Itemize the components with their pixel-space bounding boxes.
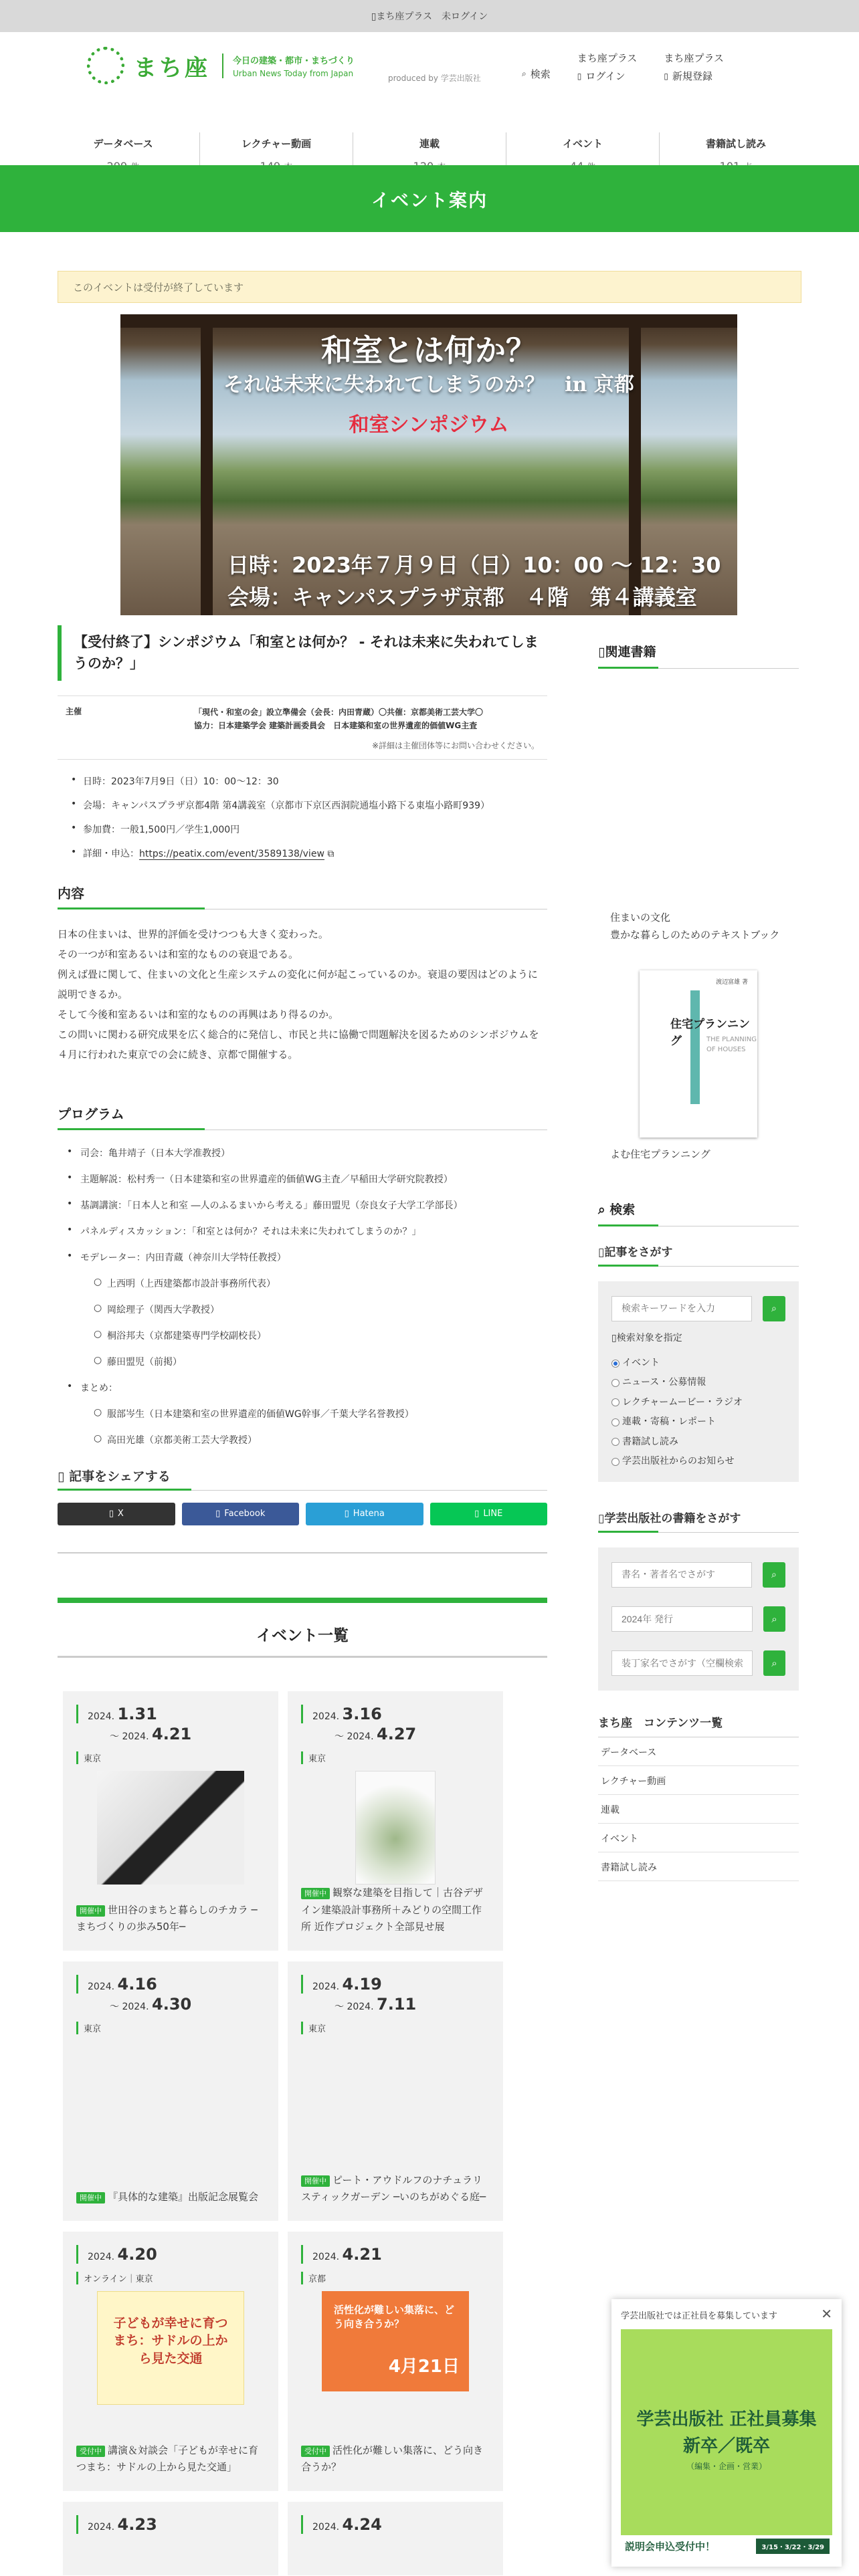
nav-search-label: 検索 <box>530 68 551 80</box>
detail-label: 詳細・申込： <box>83 848 139 859</box>
panelist: ○ 桐浴邦夫（京都建築専門学校副校長） <box>94 1329 547 1342</box>
share-line-button[interactable] <box>430 1503 548 1525</box>
card-year: 2024. <box>312 1711 340 1722</box>
program-item: • 基調講演：「日本人と和室 ―人のふるまいから考える」藤田盟児（奈良女子大学工学部長） <box>67 1198 547 1212</box>
register-icon: ▯ <box>664 71 668 81</box>
card-title-text: 活性化が難しい集落に、どう向き合うか？ <box>301 2444 484 2474</box>
contents-heading: まち座 コンテンツ一覧 <box>598 1713 799 1737</box>
content-line: そして今後和室あるいは和室的なものの再興はあり得るのか。 <box>58 1008 339 1021</box>
search-target-toggle[interactable] <box>611 1331 785 1344</box>
search-icon: ⌕ <box>598 1202 605 1217</box>
content-line: この問いに関わる研究成果を広く総合的に発信し、市民と共に協働で問題解決を図るためのシンポジウムを４月に行われた東京での会に続き、京都で開催する。 <box>58 1028 539 1061</box>
card-year: 2024. <box>88 2521 115 2533</box>
login-status-bar <box>0 0 859 32</box>
card-day: 4.20 <box>117 2244 157 2264</box>
book-cover-english: THE PLANNING OF HOUSES <box>706 1036 757 1053</box>
card-day: 4.19 <box>342 1974 382 1994</box>
card-title <box>301 1885 490 1936</box>
card-end-date: ～ 2024. 4.21 <box>110 1724 192 1743</box>
card-title <box>301 2172 490 2206</box>
book-icon: ▯ <box>598 1512 605 1526</box>
radio-off-icon <box>611 1398 619 1406</box>
logo-name: まち座 <box>134 54 210 82</box>
hero-beam <box>120 314 737 328</box>
summary-person: ○ 高田光雄（京都美術工芸大学教授） <box>94 1433 547 1446</box>
event-fee: • 参加費：一般1,500円／学生1,000円 <box>71 823 547 836</box>
thumbnail-text: 子どもが幸せに育つまち：サドルの上から見た交通 <box>113 2315 228 2366</box>
organizer-line2: 協力：日本建築学会 建築計画委員会 日本建築和室の世界遺産的価値WG主査 <box>194 721 478 731</box>
card-day: 3.16 <box>342 1704 382 1723</box>
search-target-options <box>611 1354 785 1471</box>
related-book-1-title: 住まいの文化 豊かな暮らしのためのテキストブック <box>610 911 780 941</box>
status-badge: 受付中 <box>76 2446 105 2457</box>
card-title <box>76 1902 265 1936</box>
card-year: 2024. <box>347 1731 374 1742</box>
nav-search[interactable] <box>522 67 551 81</box>
card-day: 4.27 <box>377 1724 417 1743</box>
card-year: 2024. <box>122 2001 149 2012</box>
contents-link[interactable]: レクチャー動画 <box>598 1766 799 1795</box>
closed-notice <box>58 271 801 303</box>
card-title-text: ピート・アウドルフのナチュラリスティックガーデン ─いのちがめぐる庭─ <box>301 2173 486 2204</box>
search-submit-button[interactable] <box>763 1296 785 1321</box>
card-start-date <box>76 2515 265 2534</box>
book-cover-author: 渡辺富雄 著 <box>716 979 748 986</box>
program-moderator: モデレーター：内田青蔵（神奈川大学特任教授） <box>80 1252 286 1263</box>
program-item: • 司会：亀井靖子（日本大学准教授） <box>67 1146 547 1160</box>
radio-label: 学芸出版社からのお知らせ <box>622 1455 735 1467</box>
card-location: 東京 <box>301 1751 490 1764</box>
search-heading-text: 検索 <box>609 1202 636 1217</box>
program-item: • パネルディスカッション：「和室とは何か？それは未来に失われてしまうのか？」 <box>67 1224 547 1238</box>
organizer-note: ※詳細は主催団体等にお問い合わせください。 <box>371 740 539 750</box>
card-start-date <box>76 1975 265 1994</box>
radio-off-icon <box>611 1379 619 1387</box>
radio-label: イベント <box>622 1358 660 1368</box>
hero-line2: それは未来に失われてしまうのか？ in 京都 <box>223 373 634 397</box>
card-title <box>301 2442 490 2476</box>
card-end-date: ～ 2024. 4.30 <box>110 1994 192 2014</box>
card-year: 2024. <box>88 1711 115 1722</box>
banner-line3: （編集・企画・営業） <box>686 2462 767 2471</box>
card-title-text: 観察な建築を目指して｜古谷デザイン建築設計事務所＋みどりの空間工作所 近作プロジェクト全部見せ展 <box>301 1887 484 1933</box>
doc-icon: ▯ <box>598 1246 605 1259</box>
radio-label: ニュース・公募情報 <box>622 1377 706 1388</box>
event-card[interactable] <box>63 1961 278 2221</box>
share-label: Hatena <box>353 1509 385 1519</box>
hero-line5: 会場：キャンパスプラザ京都 ４階 第４講義室 <box>227 584 697 610</box>
contents-link[interactable]: 連載 <box>598 1795 799 1824</box>
site-header <box>0 32 859 150</box>
card-start-date <box>301 1975 490 1994</box>
x-icon: ▯ <box>108 1509 114 1519</box>
nav-plus-label-1: まち座プラス <box>577 52 638 64</box>
content-line: 日本の住まいは、世界的評価を受けつつも大きく変わった。 <box>58 928 328 940</box>
card-thumbnail <box>355 1771 436 1885</box>
card-start-date <box>301 1705 490 1723</box>
article-search-heading-text: 記事をさがす <box>604 1246 673 1259</box>
event-venue: • 会場：キャンパスプラザ京都4階 第4講義室（京都市下京区西洞院通塩小路下る東塩小路町939） <box>71 798 547 812</box>
page-title-band <box>0 165 859 232</box>
search-icon: ⌕ <box>771 1570 777 1581</box>
card-start-date <box>76 1705 265 1723</box>
book-search-heading-text: 学芸出版社の書籍をさがす <box>604 1512 741 1526</box>
card-thumbnail <box>97 1771 244 1885</box>
card-year: 2024. <box>122 1731 149 1742</box>
card-day: 4.23 <box>117 2514 157 2534</box>
contents-link[interactable]: 書籍試し読み <box>598 1852 799 1881</box>
event-card[interactable] <box>288 1961 503 2221</box>
share-icon: ▯ <box>58 1469 65 1484</box>
radio-event[interactable] <box>611 1354 785 1373</box>
radio-off-icon <box>611 1438 619 1446</box>
close-icon[interactable]: ✕ <box>821 2306 832 2322</box>
divider <box>58 1552 547 1553</box>
search-icon: ⌕ <box>771 1657 777 1670</box>
hero-line3: 和室シンポジウム <box>349 413 509 437</box>
recruit-popup <box>611 2299 842 2567</box>
program-summary: まとめ： <box>80 1382 118 1394</box>
radio-news[interactable] <box>611 1373 785 1392</box>
nav-register-label: 新規登録 <box>672 70 712 82</box>
radio-series[interactable] <box>611 1412 785 1432</box>
share-label: Facebook <box>224 1509 266 1519</box>
nav-login-label: ログイン <box>585 70 626 82</box>
status-badge: 開催中 <box>301 2175 330 2187</box>
card-year: 2024. <box>312 1981 340 1992</box>
card-thumbnail <box>322 2291 469 2391</box>
status-badge: 開催中 <box>301 1888 330 1899</box>
share-heading-text: 記事をシェアする <box>69 1469 171 1484</box>
event-info-table <box>58 695 547 760</box>
card-day: 4.24 <box>342 2514 382 2534</box>
radio-off-icon <box>611 1418 619 1426</box>
external-link-icon: ⧉ <box>327 848 335 859</box>
share-x-button[interactable] <box>58 1503 175 1525</box>
event-hero-image <box>120 314 737 615</box>
closed-notice-text: このイベントは受付が終了しています <box>73 281 244 294</box>
page-title: イベント案内 <box>371 190 488 211</box>
year-input[interactable] <box>611 1606 753 1632</box>
card-year: 2024. <box>312 2521 340 2533</box>
hero-line1: 和室とは何か？ <box>321 332 537 368</box>
program-heading: プログラム <box>58 1103 547 1130</box>
event-cards <box>63 1691 547 2575</box>
stat-name: 書籍試し読み <box>705 138 766 150</box>
contents-link[interactable]: イベント <box>598 1824 799 1852</box>
card-location: 東京 <box>76 2022 265 2034</box>
article-search-heading <box>598 1243 799 1267</box>
search-heading <box>598 1200 799 1226</box>
tagline-en: Urban News Today from Japan <box>233 68 354 78</box>
hatena-icon: ▯ <box>344 1509 349 1519</box>
radio-on-icon <box>611 1360 619 1368</box>
card-location: オンライン｜東京 <box>76 2272 265 2284</box>
book-search-box <box>598 1547 799 1691</box>
card-title-text: 世田谷のまちと暮らしのチカラ ─まちづくりの歩み50年─ <box>76 1903 258 1933</box>
banner-cta: 説明会申込受付中！ <box>625 2540 716 2553</box>
summary-person: ○ 服部岑生（日本建築和室の世界遺産的価値WG幹事／千葉大学名誉教授） <box>94 1407 547 1420</box>
event-card[interactable] <box>63 2232 278 2491</box>
banner-line2: 新卒／既卒 <box>682 2436 770 2456</box>
event-date: • 日時：2023年7月9日（日）10：00～12：30 <box>71 774 547 788</box>
recruit-banner[interactable] <box>621 2329 832 2557</box>
event-list-heading: イベント一覧 <box>58 1598 547 1658</box>
card-end-date: ～ 2024. 7.11 <box>335 1994 417 2014</box>
book-search-heading <box>598 1509 799 1533</box>
search-icon: ⌕ <box>771 1613 777 1626</box>
program-item: • 主題解説：松村秀一（日本建築和室の世界遺産的価値WG主査／早稲田大学研究院教授） <box>67 1172 547 1186</box>
program-item <box>67 1381 547 1446</box>
card-start-date <box>301 2245 490 2264</box>
main-column <box>58 625 547 2575</box>
event-card[interactable] <box>288 2232 503 2491</box>
radio-label: レクチャームービー・ラジオ <box>622 1396 743 1408</box>
share-facebook-button[interactable] <box>182 1503 300 1525</box>
stat-name: レクチャー動画 <box>241 138 312 150</box>
sidebar <box>598 642 799 1881</box>
book-cover-title: 住宅プランニング <box>670 1018 750 1048</box>
nav-login[interactable] <box>577 69 638 83</box>
card-day: 4.30 <box>152 1994 192 2014</box>
card-start-date <box>301 2515 490 2534</box>
search-target-label: 検索対象を指定 <box>616 1333 682 1344</box>
banner-line1: 学芸出版社 正社員募集 <box>636 2409 817 2430</box>
card-end-date: ～ 2024. 4.27 <box>335 1724 417 1743</box>
book-search-button[interactable] <box>763 1562 785 1588</box>
card-year: 2024. <box>347 2001 374 2012</box>
organizer-label: 主催 <box>66 707 82 716</box>
book-title-input[interactable] <box>611 1562 752 1588</box>
logo-mark-icon <box>87 47 124 84</box>
related-books-heading-text: 関連書籍 <box>605 645 656 659</box>
card-year: 2024. <box>88 2251 115 2262</box>
thumbnail-text: 活性化が難しい集落に、どう向き合うか？ <box>334 2303 455 2330</box>
nav-plus-label-2: まち座プラス <box>664 52 724 64</box>
radio-book[interactable] <box>611 1432 785 1452</box>
site-logo[interactable] <box>87 47 355 84</box>
program-item <box>67 1251 547 1368</box>
card-thumbnail <box>97 2291 244 2405</box>
logo-tagline <box>222 53 355 78</box>
program-list <box>67 1146 547 1446</box>
nav-plus-register[interactable] <box>664 51 724 65</box>
article-search-box <box>598 1281 799 1482</box>
card-title <box>76 2442 265 2476</box>
event-summary-list <box>71 774 547 860</box>
search-icon: ⌕ <box>522 69 527 78</box>
stat-name: イベント <box>562 138 603 150</box>
card-year: 2024. <box>88 1981 115 1992</box>
radio-lecture[interactable] <box>611 1393 785 1412</box>
radio-label: 書籍試し読み <box>622 1436 678 1447</box>
banner-footer <box>621 2535 832 2557</box>
content-body <box>58 924 547 1065</box>
card-day: 4.16 <box>117 1974 157 1994</box>
login-icon: ▯ <box>577 71 582 81</box>
nav-plus-login[interactable] <box>577 51 638 65</box>
stat-name: データベース <box>93 138 153 150</box>
organizer-line1: 「現代・和室の会」設立準備会（会長：内田青蔵）〇共催：京都美術工芸大学〇 <box>194 708 484 717</box>
banner-dates: 3/15・3/22・3/29 <box>756 2539 830 2554</box>
card-year: 2024. <box>312 2251 340 2262</box>
login-status-text: ▯まち座プラス 未ログイン <box>371 11 488 22</box>
event-title: 【受付終了】シンポジウム「和室とは何か？ - それは未来に失われてしまうのか？」 <box>58 625 547 681</box>
related-book-2-title[interactable]: よむ住宅プランニング <box>610 1148 710 1160</box>
keyword-input[interactable] <box>611 1296 752 1321</box>
check-icon: ▯ <box>611 1333 617 1344</box>
produced-by: produced by 学芸出版社 <box>388 74 481 83</box>
content-heading: 内容 <box>58 883 547 909</box>
status-badge: 開催中 <box>76 2192 105 2204</box>
radio-label: 連載・寄稿・レポート <box>622 1416 716 1428</box>
card-location: 東京 <box>76 1751 265 1764</box>
stat-name: 連載 <box>419 138 440 150</box>
detail-link[interactable]: https://peatix.com/event/3589138/view <box>139 848 324 859</box>
thumbnail-date: 4月21日 <box>388 2357 460 2377</box>
status-badge: 開催中 <box>76 1905 105 1917</box>
designer-input[interactable] <box>611 1650 753 1676</box>
card-title <box>76 2189 265 2206</box>
header-nav <box>522 51 751 83</box>
year-search-button[interactable] <box>763 1606 785 1632</box>
tagline-jp: 今日の建築・都市・まちづくり <box>233 56 355 66</box>
share-buttons <box>58 1503 547 1525</box>
share-label: LINE <box>483 1509 503 1519</box>
share-heading <box>58 1467 547 1491</box>
card-day: 4.21 <box>342 2244 382 2264</box>
hero-line4: 日時：2023年７月９日（日）10：00 ～ 12：30 <box>227 552 721 578</box>
related-book-2-cover[interactable] <box>640 970 757 1138</box>
card-start-date <box>76 2245 265 2264</box>
panelist: ○ 藤田盟児（前掲） <box>94 1355 547 1368</box>
contents-list <box>598 1737 799 1881</box>
content-line: 例えば畳に関して、住まいの文化と生産システムの変化に何が起こっているのか。衰退の要因はどのように説明できるか。 <box>58 968 538 1000</box>
line-icon: ▯ <box>474 1509 480 1519</box>
card-day: 1.31 <box>117 1704 157 1723</box>
card-title-text: 『具体的な建築』出版記念展覧会 <box>108 2191 259 2204</box>
popup-text: 学芸出版社では正社員を募集しています <box>621 2311 778 2321</box>
card-day: 4.21 <box>152 1724 192 1743</box>
content-line: その一つが和室あるいは和室的なものの衰退である。 <box>58 948 299 960</box>
share-hatena-button[interactable] <box>306 1503 423 1525</box>
related-book-1[interactable] <box>598 909 799 944</box>
event-card[interactable] <box>63 1691 278 1951</box>
card-day: 7.11 <box>377 1994 417 2014</box>
radio-notice[interactable] <box>611 1452 785 1471</box>
panelist: ○ 上西明（上西建築都市設計事務所代表） <box>94 1277 547 1290</box>
share-label: X <box>117 1509 124 1519</box>
nav-register[interactable] <box>664 69 724 83</box>
book-icon: ▯ <box>598 645 605 659</box>
status-badge: 受付中 <box>301 2446 330 2457</box>
search-icon: ⌕ <box>771 1303 777 1314</box>
card-location: 東京 <box>301 2022 490 2034</box>
card-location: 京都 <box>301 2272 490 2284</box>
event-card[interactable] <box>288 1691 503 1951</box>
panelist: ○ 岡絵理子（関西大学教授） <box>94 1303 547 1316</box>
contents-link[interactable]: データベース <box>598 1737 799 1766</box>
radio-off-icon <box>611 1458 619 1466</box>
facebook-icon: ▯ <box>215 1509 221 1519</box>
designer-search-button[interactable] <box>763 1650 785 1676</box>
event-card[interactable] <box>288 2502 503 2575</box>
event-card[interactable] <box>63 2502 278 2575</box>
related-books-heading <box>598 642 799 669</box>
card-title-text: 講演＆対談会「子どもが幸せに育つまち：サドルの上から見た交通」 <box>76 2444 259 2474</box>
event-detail <box>71 847 547 860</box>
